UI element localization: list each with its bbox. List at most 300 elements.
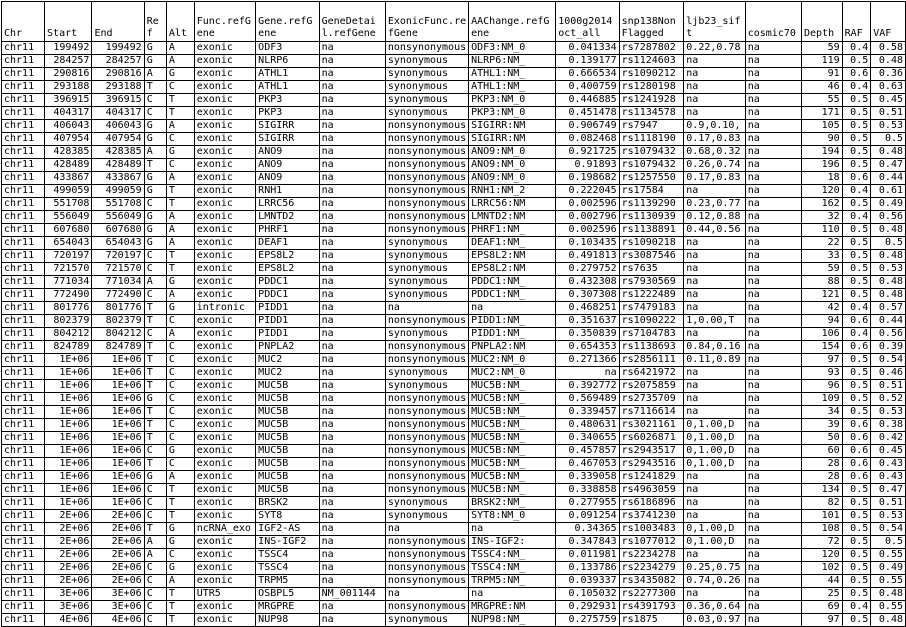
- table-cell[interactable]: 2E+06: [45, 575, 92, 588]
- table-cell[interactable]: T: [166, 107, 194, 120]
- table-cell[interactable]: T: [144, 159, 166, 172]
- table-cell[interactable]: exonic: [194, 536, 255, 549]
- table-cell[interactable]: 0,1.00,D: [684, 432, 745, 445]
- table-cell[interactable]: na: [745, 328, 801, 341]
- table-cell[interactable]: PDDC1:NM_: [469, 276, 556, 289]
- table-cell[interactable]: exonic: [194, 406, 255, 419]
- table-cell[interactable]: PIDD1: [256, 328, 319, 341]
- table-cell[interactable]: 1E+06: [92, 484, 144, 497]
- table-cell[interactable]: MUC2:NM_0: [469, 367, 556, 380]
- table-cell[interactable]: T: [144, 380, 166, 393]
- table-cell[interactable]: exonic: [194, 510, 255, 523]
- table-cell[interactable]: 433867: [92, 172, 144, 185]
- table-cell[interactable]: A: [166, 55, 194, 68]
- table-cell[interactable]: 88: [801, 276, 842, 289]
- table-cell[interactable]: nonsynonymous: [385, 120, 468, 133]
- table-cell[interactable]: nonsynonymous: [385, 354, 468, 367]
- table-cell[interactable]: T: [166, 250, 194, 263]
- table-cell[interactable]: chr11: [2, 471, 45, 484]
- table-cell[interactable]: C: [144, 94, 166, 107]
- table-cell[interactable]: 0.5: [842, 510, 871, 523]
- table-cell[interactable]: G: [144, 55, 166, 68]
- table-cell[interactable]: A: [166, 471, 194, 484]
- table-cell[interactable]: exonic: [194, 471, 255, 484]
- table-cell[interactable]: 0.446885: [556, 94, 619, 107]
- table-cell[interactable]: na: [684, 393, 745, 406]
- table-cell[interactable]: 199492: [92, 42, 144, 55]
- table-cell[interactable]: A: [166, 120, 194, 133]
- table-cell[interactable]: na: [469, 302, 556, 315]
- table-cell[interactable]: 1E+06: [92, 419, 144, 432]
- table-cell[interactable]: na: [745, 159, 801, 172]
- table-cell[interactable]: 94: [801, 315, 842, 328]
- table-cell[interactable]: 119: [801, 55, 842, 68]
- table-cell[interactable]: 28: [801, 471, 842, 484]
- table-cell[interactable]: C: [144, 263, 166, 276]
- table-cell[interactable]: exonic: [194, 211, 255, 224]
- table-cell[interactable]: 0.279752: [556, 263, 619, 276]
- table-cell[interactable]: 1E+06: [45, 458, 92, 471]
- table-cell[interactable]: na: [745, 354, 801, 367]
- table-cell[interactable]: PHRF1: [256, 224, 319, 237]
- table-cell[interactable]: A: [166, 172, 194, 185]
- table-cell[interactable]: 0.5: [842, 146, 871, 159]
- table-cell[interactable]: A: [144, 146, 166, 159]
- table-cell[interactable]: NLRP6: [256, 55, 319, 68]
- table-cell[interactable]: MUC5B:NM_: [469, 471, 556, 484]
- table-cell[interactable]: chr11: [2, 484, 45, 497]
- table-cell[interactable]: G: [144, 393, 166, 406]
- table-cell[interactable]: rs1079432: [619, 159, 684, 172]
- table-cell[interactable]: 2E+06: [45, 562, 92, 575]
- table-cell[interactable]: na: [319, 575, 385, 588]
- table-cell[interactable]: na: [684, 68, 745, 81]
- table-cell[interactable]: 2E+06: [92, 562, 144, 575]
- table-cell[interactable]: nonsynonymous: [385, 601, 468, 614]
- table-cell[interactable]: exonic: [194, 380, 255, 393]
- table-cell[interactable]: 0.350839: [556, 328, 619, 341]
- table-cell[interactable]: na: [319, 458, 385, 471]
- table-cell[interactable]: na: [745, 575, 801, 588]
- table-cell[interactable]: nonsynonymous: [385, 42, 468, 55]
- table-cell[interactable]: G: [166, 302, 194, 315]
- table-cell[interactable]: LRRC56:NM: [469, 198, 556, 211]
- table-cell[interactable]: 120: [801, 549, 842, 562]
- table-cell[interactable]: chr11: [2, 354, 45, 367]
- table-cell[interactable]: 0.23,0.77: [684, 198, 745, 211]
- table-cell[interactable]: MUC5B: [256, 484, 319, 497]
- table-cell[interactable]: na: [385, 523, 468, 536]
- table-cell[interactable]: G: [144, 172, 166, 185]
- table-cell[interactable]: nonsynonymous: [385, 471, 468, 484]
- table-cell[interactable]: 802379: [92, 315, 144, 328]
- table-cell[interactable]: exonic: [194, 354, 255, 367]
- table-cell[interactable]: 0.58: [871, 42, 906, 55]
- table-cell[interactable]: exonic: [194, 172, 255, 185]
- table-cell[interactable]: 720197: [92, 250, 144, 263]
- table-cell[interactable]: rs1138693: [619, 341, 684, 354]
- table-cell[interactable]: T: [166, 588, 194, 601]
- table-cell[interactable]: 556049: [45, 211, 92, 224]
- table-cell[interactable]: chr11: [2, 289, 45, 302]
- table-cell[interactable]: exonic: [194, 393, 255, 406]
- table-cell[interactable]: rs1134578: [619, 107, 684, 120]
- table-cell[interactable]: rs3741230: [619, 510, 684, 523]
- table-cell[interactable]: 0,1.00,D: [684, 458, 745, 471]
- table-cell[interactable]: 0.5: [842, 94, 871, 107]
- table-cell[interactable]: 0.091254: [556, 510, 619, 523]
- table-cell[interactable]: nonsynonymous: [385, 393, 468, 406]
- table-cell[interactable]: LMNTD2: [256, 211, 319, 224]
- table-cell[interactable]: 0.5: [842, 523, 871, 536]
- table-cell[interactable]: 0.11,0.89: [684, 354, 745, 367]
- table-cell[interactable]: 0.666534: [556, 68, 619, 81]
- table-cell[interactable]: 0.48: [871, 289, 906, 302]
- table-cell[interactable]: 0.6: [842, 471, 871, 484]
- table-cell[interactable]: 0.44,0.56: [684, 224, 745, 237]
- table-cell[interactable]: 0.339457: [556, 406, 619, 419]
- table-cell[interactable]: rs1257550: [619, 172, 684, 185]
- table-cell[interactable]: exonic: [194, 55, 255, 68]
- table-cell[interactable]: chr11: [2, 146, 45, 159]
- table-cell[interactable]: 0.4: [842, 328, 871, 341]
- table-cell[interactable]: nonsynonymous: [385, 211, 468, 224]
- table-cell[interactable]: OSBPL5: [256, 588, 319, 601]
- table-cell[interactable]: na: [745, 614, 801, 627]
- table-cell[interactable]: 97: [801, 354, 842, 367]
- table-cell[interactable]: ANO9: [256, 146, 319, 159]
- table-cell[interactable]: C: [166, 549, 194, 562]
- table-cell[interactable]: na: [745, 458, 801, 471]
- table-cell[interactable]: nonsynonymous: [385, 562, 468, 575]
- table-cell[interactable]: 0.921725: [556, 146, 619, 159]
- table-cell[interactable]: na: [745, 406, 801, 419]
- table-cell[interactable]: 0.011981: [556, 549, 619, 562]
- column-header[interactable]: Alt: [166, 2, 194, 42]
- table-cell[interactable]: 0.222045: [556, 185, 619, 198]
- table-cell[interactable]: TRPM5:NM_: [469, 575, 556, 588]
- table-cell[interactable]: SYT8: [256, 510, 319, 523]
- table-cell[interactable]: na: [745, 172, 801, 185]
- table-cell[interactable]: 1E+06: [45, 406, 92, 419]
- table-cell[interactable]: 1E+06: [92, 432, 144, 445]
- table-cell[interactable]: chr11: [2, 224, 45, 237]
- table-cell[interactable]: LRRC56: [256, 198, 319, 211]
- table-cell[interactable]: rs1079432: [619, 146, 684, 159]
- table-cell[interactable]: synonymous: [385, 367, 468, 380]
- table-cell[interactable]: na: [684, 263, 745, 276]
- table-cell[interactable]: TSSC4:NM_: [469, 549, 556, 562]
- table-cell[interactable]: 404317: [92, 107, 144, 120]
- table-cell[interactable]: ODF3:NM_0: [469, 42, 556, 55]
- table-cell[interactable]: MUC2:NM_0: [469, 354, 556, 367]
- table-cell[interactable]: rs1138891: [619, 224, 684, 237]
- table-cell[interactable]: SIGIRR: [256, 133, 319, 146]
- table-cell[interactable]: ncRNA_exo: [194, 523, 255, 536]
- column-header[interactable]: RAF: [842, 2, 871, 42]
- table-cell[interactable]: 0.9,0.10,: [684, 120, 745, 133]
- table-cell[interactable]: T: [144, 302, 166, 315]
- table-cell[interactable]: MUC5B: [256, 458, 319, 471]
- table-cell[interactable]: exonic: [194, 484, 255, 497]
- table-cell[interactable]: PKP3: [256, 107, 319, 120]
- table-cell[interactable]: chr11: [2, 341, 45, 354]
- table-cell[interactable]: 102: [801, 562, 842, 575]
- table-cell[interactable]: na: [319, 484, 385, 497]
- table-cell[interactable]: 0.082468: [556, 133, 619, 146]
- table-cell[interactable]: 0.34365: [556, 523, 619, 536]
- table-cell[interactable]: A: [166, 289, 194, 302]
- table-cell[interactable]: 0.61: [871, 185, 906, 198]
- table-cell[interactable]: IGF2-AS: [256, 523, 319, 536]
- table-cell[interactable]: rs7287802: [619, 42, 684, 55]
- table-cell[interactable]: 0.49: [871, 198, 906, 211]
- table-cell[interactable]: 0.5: [842, 614, 871, 627]
- table-cell[interactable]: A: [144, 549, 166, 562]
- table-cell[interactable]: na: [319, 614, 385, 627]
- table-cell[interactable]: chr11: [2, 588, 45, 601]
- table-cell[interactable]: MUC5B: [256, 445, 319, 458]
- table-cell[interactable]: synonymous: [385, 328, 468, 341]
- table-cell[interactable]: 0.22,0.78: [684, 42, 745, 55]
- table-cell[interactable]: G: [144, 471, 166, 484]
- table-cell[interactable]: 290816: [45, 68, 92, 81]
- column-header[interactable]: AAChange.refGene: [469, 2, 556, 42]
- table-cell[interactable]: 772490: [45, 289, 92, 302]
- table-cell[interactable]: na: [745, 432, 801, 445]
- table-cell[interactable]: exonic: [194, 614, 255, 627]
- table-cell[interactable]: MUC5B:NM_: [469, 393, 556, 406]
- table-cell[interactable]: exonic: [194, 42, 255, 55]
- table-cell[interactable]: SIGIRR:NM: [469, 120, 556, 133]
- table-cell[interactable]: exonic: [194, 198, 255, 211]
- table-cell[interactable]: PIDD1: [256, 315, 319, 328]
- table-cell[interactable]: C: [144, 614, 166, 627]
- table-cell[interactable]: rs3087546: [619, 250, 684, 263]
- table-cell[interactable]: 0,1.00,D: [684, 445, 745, 458]
- table-cell[interactable]: PHRF1:NM_: [469, 224, 556, 237]
- table-cell[interactable]: na: [319, 354, 385, 367]
- table-cell[interactable]: 93: [801, 367, 842, 380]
- table-cell[interactable]: na: [319, 445, 385, 458]
- table-cell[interactable]: C: [144, 289, 166, 302]
- table-cell[interactable]: T: [166, 484, 194, 497]
- column-header[interactable]: 1000g2014oct_all: [556, 2, 619, 42]
- table-cell[interactable]: rs1241829: [619, 471, 684, 484]
- table-cell[interactable]: 0.271366: [556, 354, 619, 367]
- table-cell[interactable]: 0.5: [842, 588, 871, 601]
- table-cell[interactable]: NLRP6:NM_: [469, 55, 556, 68]
- table-cell[interactable]: na: [556, 367, 619, 380]
- table-cell[interactable]: 46: [801, 81, 842, 94]
- table-cell[interactable]: 0.339058: [556, 471, 619, 484]
- table-cell[interactable]: rs2943517: [619, 445, 684, 458]
- column-header[interactable]: Depth: [801, 2, 842, 42]
- table-cell[interactable]: ANO9:NM_0: [469, 159, 556, 172]
- table-cell[interactable]: 0.105032: [556, 588, 619, 601]
- table-cell[interactable]: 4E+06: [45, 614, 92, 627]
- table-cell[interactable]: 0.139177: [556, 55, 619, 68]
- table-cell[interactable]: na: [745, 133, 801, 146]
- table-cell[interactable]: na: [745, 94, 801, 107]
- table-cell[interactable]: 0.5: [842, 224, 871, 237]
- table-cell[interactable]: na: [319, 94, 385, 107]
- table-cell[interactable]: na: [745, 523, 801, 536]
- table-cell[interactable]: 55: [801, 94, 842, 107]
- table-cell[interactable]: 0.4: [842, 81, 871, 94]
- table-cell[interactable]: MUC5B:NM_: [469, 419, 556, 432]
- table-cell[interactable]: 3E+06: [45, 601, 92, 614]
- table-cell[interactable]: 69: [801, 601, 842, 614]
- table-cell[interactable]: C: [166, 393, 194, 406]
- table-cell[interactable]: chr11: [2, 380, 45, 393]
- table-cell[interactable]: PKP3: [256, 94, 319, 107]
- table-cell[interactable]: 3E+06: [92, 601, 144, 614]
- table-cell[interactable]: nonsynonymous: [385, 575, 468, 588]
- table-cell[interactable]: C: [166, 419, 194, 432]
- table-cell[interactable]: nonsynonymous: [385, 198, 468, 211]
- table-cell[interactable]: rs7930569: [619, 276, 684, 289]
- table-cell[interactable]: T: [166, 198, 194, 211]
- table-cell[interactable]: 0.569489: [556, 393, 619, 406]
- table-cell[interactable]: 0.5: [842, 484, 871, 497]
- table-cell[interactable]: 0.51: [871, 380, 906, 393]
- table-cell[interactable]: rs1875: [619, 614, 684, 627]
- table-cell[interactable]: 28: [801, 458, 842, 471]
- table-cell[interactable]: na: [319, 185, 385, 198]
- table-cell[interactable]: 0.5: [842, 159, 871, 172]
- table-cell[interactable]: 1E+06: [45, 354, 92, 367]
- table-cell[interactable]: exonic: [194, 159, 255, 172]
- table-cell[interactable]: na: [684, 81, 745, 94]
- table-cell[interactable]: na: [684, 237, 745, 250]
- table-cell[interactable]: nonsynonymous: [385, 406, 468, 419]
- table-cell[interactable]: synonymous: [385, 68, 468, 81]
- table-cell[interactable]: 2E+06: [92, 510, 144, 523]
- table-cell[interactable]: PIDD1:NM_: [469, 315, 556, 328]
- table-cell[interactable]: 428385: [45, 146, 92, 159]
- table-cell[interactable]: rs1222489: [619, 289, 684, 302]
- table-cell[interactable]: 0.4: [842, 211, 871, 224]
- table-cell[interactable]: C: [144, 497, 166, 510]
- table-cell[interactable]: na: [745, 393, 801, 406]
- table-cell[interactable]: rs2735709: [619, 393, 684, 406]
- table-cell[interactable]: 0.36,0.64: [684, 601, 745, 614]
- table-cell[interactable]: 196: [801, 159, 842, 172]
- table-cell[interactable]: 406043: [45, 120, 92, 133]
- table-cell[interactable]: rs2943516: [619, 458, 684, 471]
- table-cell[interactable]: 0.5: [842, 367, 871, 380]
- table-cell[interactable]: G: [166, 536, 194, 549]
- table-cell[interactable]: PKP3:NM_0: [469, 94, 556, 107]
- table-cell[interactable]: synonymous: [385, 510, 468, 523]
- table-cell[interactable]: na: [319, 250, 385, 263]
- table-cell[interactable]: na: [319, 367, 385, 380]
- table-cell[interactable]: synonymous: [385, 497, 468, 510]
- table-cell[interactable]: 0.48: [871, 588, 906, 601]
- table-cell[interactable]: 0.53: [871, 510, 906, 523]
- table-cell[interactable]: MRGPRE: [256, 601, 319, 614]
- table-cell[interactable]: A: [166, 211, 194, 224]
- table-cell[interactable]: na: [319, 419, 385, 432]
- table-cell[interactable]: chr11: [2, 393, 45, 406]
- table-cell[interactable]: 110: [801, 224, 842, 237]
- table-cell[interactable]: 162: [801, 198, 842, 211]
- table-cell[interactable]: 0.340655: [556, 432, 619, 445]
- table-cell[interactable]: na: [319, 523, 385, 536]
- table-cell[interactable]: A: [144, 276, 166, 289]
- table-cell[interactable]: 0.468251: [556, 302, 619, 315]
- table-cell[interactable]: synonymous: [385, 107, 468, 120]
- table-cell[interactable]: A: [166, 237, 194, 250]
- table-cell[interactable]: exonic: [194, 432, 255, 445]
- table-cell[interactable]: T: [144, 406, 166, 419]
- table-cell[interactable]: 0.5: [871, 237, 906, 250]
- table-cell[interactable]: 3E+06: [45, 588, 92, 601]
- table-cell[interactable]: 0.56: [871, 328, 906, 341]
- table-cell[interactable]: G: [144, 185, 166, 198]
- table-cell[interactable]: na: [745, 289, 801, 302]
- table-cell[interactable]: rs3435082: [619, 575, 684, 588]
- table-cell[interactable]: na: [745, 68, 801, 81]
- table-cell[interactable]: UTR5: [194, 588, 255, 601]
- table-cell[interactable]: 0.5: [842, 133, 871, 146]
- table-cell[interactable]: G: [144, 211, 166, 224]
- table-cell[interactable]: na: [745, 562, 801, 575]
- table-cell[interactable]: 1E+06: [45, 484, 92, 497]
- table-cell[interactable]: G: [144, 42, 166, 55]
- table-cell[interactable]: ATHL1:NM_: [469, 68, 556, 81]
- table-cell[interactable]: DEAF1: [256, 237, 319, 250]
- table-cell[interactable]: 0.48: [871, 55, 906, 68]
- table-cell[interactable]: A: [166, 224, 194, 237]
- table-cell[interactable]: na: [319, 497, 385, 510]
- table-cell[interactable]: nonsynonymous: [385, 536, 468, 549]
- table-cell[interactable]: 60: [801, 445, 842, 458]
- table-cell[interactable]: MUC5B:NM_: [469, 380, 556, 393]
- table-cell[interactable]: chr11: [2, 523, 45, 536]
- table-cell[interactable]: PDDC1: [256, 289, 319, 302]
- table-cell[interactable]: 0.48: [871, 250, 906, 263]
- table-cell[interactable]: 801776: [92, 302, 144, 315]
- table-cell[interactable]: nonsynonymous: [385, 159, 468, 172]
- table-cell[interactable]: G: [144, 133, 166, 146]
- table-cell[interactable]: 0.52: [871, 393, 906, 406]
- table-cell[interactable]: rs1090222: [619, 315, 684, 328]
- table-cell[interactable]: na: [319, 263, 385, 276]
- table-cell[interactable]: na: [319, 406, 385, 419]
- table-cell[interactable]: T: [144, 354, 166, 367]
- table-cell[interactable]: chr11: [2, 185, 45, 198]
- table-cell[interactable]: 0,1.00,D: [684, 419, 745, 432]
- table-cell[interactable]: rs1090218: [619, 237, 684, 250]
- table-cell[interactable]: na: [469, 523, 556, 536]
- table-cell[interactable]: exonic: [194, 445, 255, 458]
- table-cell[interactable]: 0.5: [842, 276, 871, 289]
- table-cell[interactable]: rs7635: [619, 263, 684, 276]
- table-cell[interactable]: 0.654353: [556, 341, 619, 354]
- table-cell[interactable]: 1E+06: [45, 380, 92, 393]
- table-cell[interactable]: 654043: [45, 237, 92, 250]
- table-cell[interactable]: na: [319, 68, 385, 81]
- table-cell[interactable]: 0.5: [871, 133, 906, 146]
- table-cell[interactable]: 1E+06: [45, 393, 92, 406]
- table-cell[interactable]: ODF3: [256, 42, 319, 55]
- table-cell[interactable]: 0.307308: [556, 289, 619, 302]
- table-cell[interactable]: exonic: [194, 81, 255, 94]
- table-cell[interactable]: PIDD1:NM_: [469, 328, 556, 341]
- table-cell[interactable]: exonic: [194, 367, 255, 380]
